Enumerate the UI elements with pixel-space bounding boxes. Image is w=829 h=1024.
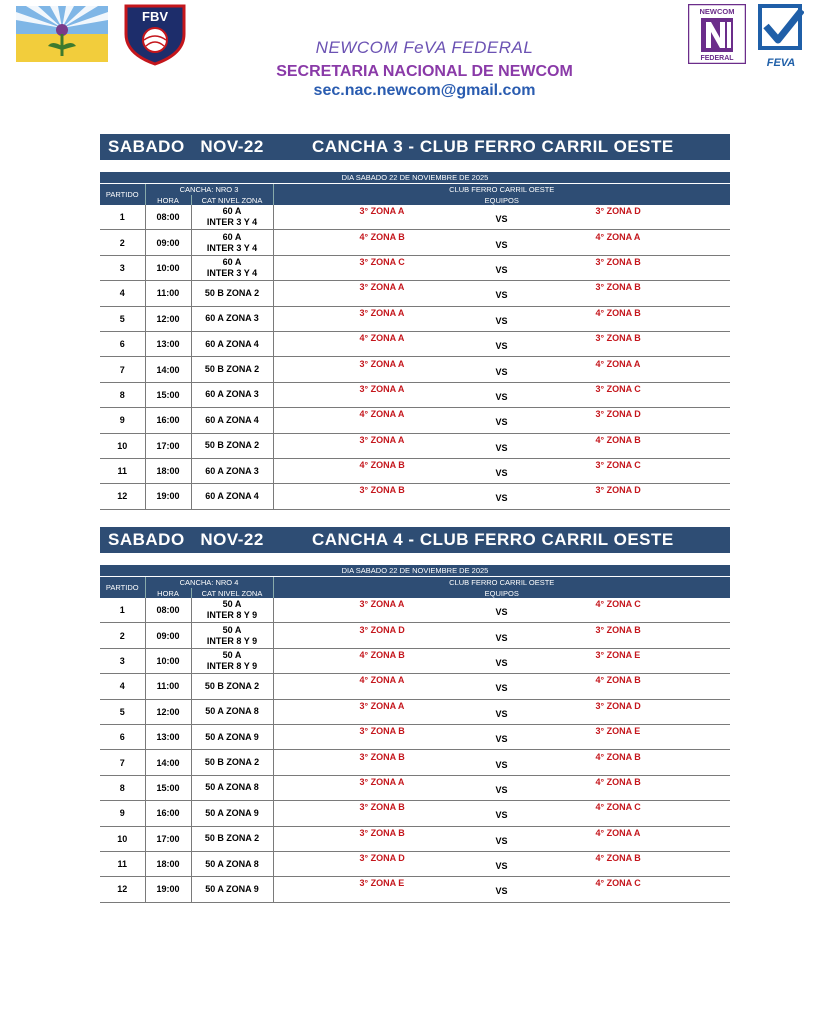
team-away: 4° ZONA A xyxy=(595,231,641,242)
vs-label: VS xyxy=(495,442,508,453)
match-category xyxy=(191,877,273,902)
match-number: 4 xyxy=(100,281,145,306)
header-title: NEWCOM FeVA FEDERAL xyxy=(315,38,534,57)
match-category xyxy=(191,623,273,648)
col-header-equipos: EQUIPOS xyxy=(273,195,730,205)
cat-line-1: 50 A ZONA 8 xyxy=(205,858,259,869)
team-away: 3° ZONA E xyxy=(595,726,641,737)
team-home: 4° ZONA B xyxy=(359,231,405,242)
schedule-section-cancha-3 xyxy=(100,134,730,504)
team-home: 4° ZONA A xyxy=(359,409,405,420)
team-home: 4° ZONA B xyxy=(359,460,405,471)
match-time: 09:00 xyxy=(145,230,191,255)
team-away: 4° ZONA B xyxy=(595,853,641,864)
table-row xyxy=(100,331,730,356)
cat-line-1: 50 A ZONA 9 xyxy=(205,807,259,818)
match-teams xyxy=(273,331,730,356)
cat-line-2: INTER 3 Y 4 xyxy=(206,217,258,228)
team-away: 3° ZONA B xyxy=(595,256,641,267)
match-teams xyxy=(273,674,730,699)
match-time: 17:00 xyxy=(145,433,191,458)
team-away: 3° ZONA B xyxy=(595,333,641,344)
table-row xyxy=(100,851,730,876)
match-number: 12 xyxy=(100,877,145,902)
match-time: 18:00 xyxy=(145,851,191,876)
section-banner xyxy=(100,134,730,160)
team-home: 4° ZONA A xyxy=(359,333,405,344)
table-row xyxy=(100,357,730,382)
table-row xyxy=(100,801,730,826)
team-away: 4° ZONA B xyxy=(595,434,641,445)
vs-label: VS xyxy=(495,264,508,275)
team-away: 3° ZONA C xyxy=(595,383,641,394)
banner-court: CANCHA 4 - CLUB FERRO CARRIL OESTE xyxy=(312,530,674,549)
team-home: 4° ZONA A xyxy=(359,675,405,686)
vs-label: VS xyxy=(495,657,508,668)
match-number: 8 xyxy=(100,382,145,407)
match-time: 08:00 xyxy=(145,598,191,623)
match-teams xyxy=(273,382,730,407)
cat-line-1: 50 A xyxy=(222,649,242,660)
team-away: 4° ZONA B xyxy=(595,307,641,318)
banner-date: SABADO NOV-22 xyxy=(108,137,264,156)
match-teams xyxy=(273,408,730,433)
cat-line-1: 60 A ZONA 3 xyxy=(205,389,259,400)
feva-logo xyxy=(758,2,804,70)
team-away: 4° ZONA B xyxy=(595,751,641,762)
match-teams xyxy=(273,458,730,483)
vs-label: VS xyxy=(495,784,508,795)
cat-line-1: 60 A ZONA 4 xyxy=(205,490,259,501)
cat-line-2: INTER 8 Y 9 xyxy=(206,660,258,671)
cat-line-1: 60 A ZONA 4 xyxy=(205,338,259,349)
match-teams xyxy=(273,281,730,306)
col-header-equipos: EQUIPOS xyxy=(273,588,730,598)
team-away: 3° ZONA D xyxy=(595,485,641,496)
match-time: 11:00 xyxy=(145,674,191,699)
cat-line-2: INTER 8 Y 9 xyxy=(206,635,258,646)
team-home: 3° ZONA A xyxy=(359,700,405,711)
banner-date: SABADO NOV-22 xyxy=(108,530,264,549)
match-teams xyxy=(273,826,730,851)
match-category xyxy=(191,331,273,356)
table-row xyxy=(100,877,730,902)
match-category xyxy=(191,408,273,433)
vs-label: VS xyxy=(495,734,508,745)
vs-label: VS xyxy=(495,493,508,504)
table-row xyxy=(100,775,730,800)
schedule-section-cancha-4 xyxy=(100,527,730,897)
col-header-cancha: CANCHA: NRO 3 xyxy=(145,184,273,196)
match-number: 10 xyxy=(100,433,145,458)
match-category xyxy=(191,458,273,483)
table-row xyxy=(100,750,730,775)
col-header-hora: HORA xyxy=(145,195,191,205)
match-time: 13:00 xyxy=(145,724,191,749)
team-away: 4° ZONA B xyxy=(595,776,641,787)
cat-line-1: 50 B ZONA 2 xyxy=(204,364,260,375)
match-teams xyxy=(273,801,730,826)
col-header-hora: HORA xyxy=(145,588,191,598)
team-away: 4° ZONA B xyxy=(595,675,641,686)
team-home: 3° ZONA B xyxy=(359,802,405,813)
match-category xyxy=(191,306,273,331)
team-away: 4° ZONA A xyxy=(595,358,641,369)
match-category xyxy=(191,281,273,306)
match-number: 2 xyxy=(100,230,145,255)
match-category xyxy=(191,433,273,458)
team-away: 4° ZONA C xyxy=(595,802,641,813)
col-header-cat: CAT NIVEL ZONA xyxy=(191,588,273,598)
cat-line-1: 60 A xyxy=(222,206,242,217)
match-time: 14:00 xyxy=(145,357,191,382)
match-number: 1 xyxy=(100,598,145,623)
match-number: 11 xyxy=(100,851,145,876)
col-header-club: CLUB FERRO CARRIL OESTE xyxy=(273,577,730,589)
newcom-logo-top-text: NEWCOM xyxy=(699,7,735,16)
team-away: 3° ZONA B xyxy=(595,282,641,293)
team-home: 3° ZONA D xyxy=(359,853,405,864)
table-row xyxy=(100,433,730,458)
team-home: 3° ZONA B xyxy=(359,726,405,737)
match-category xyxy=(191,357,273,382)
cat-line-1: 50 A ZONA 8 xyxy=(205,782,259,793)
team-home: 3° ZONA A xyxy=(359,282,405,293)
vs-label: VS xyxy=(495,391,508,402)
match-number: 7 xyxy=(100,750,145,775)
match-category xyxy=(191,801,273,826)
vs-label: VS xyxy=(495,835,508,846)
match-teams xyxy=(273,648,730,673)
col-header-club: CLUB FERRO CARRIL OESTE xyxy=(273,184,730,196)
vs-label: VS xyxy=(495,290,508,301)
match-teams xyxy=(273,357,730,382)
team-away: 4° ZONA C xyxy=(595,878,641,889)
cat-line-1: 50 B ZONA 2 xyxy=(204,287,260,298)
team-home: 3° ZONA B xyxy=(359,751,405,762)
table-row xyxy=(100,484,730,509)
team-home: 4° ZONA B xyxy=(359,649,405,660)
match-teams xyxy=(273,433,730,458)
cat-line-1: 60 A ZONA 3 xyxy=(205,313,259,324)
match-category xyxy=(191,230,273,255)
vs-label: VS xyxy=(495,708,508,719)
team-home: 3° ZONA A xyxy=(359,599,405,610)
table-date-row: DIA SABADO 22 DE NOVIEMBRE DE 2025 xyxy=(100,172,730,184)
match-time: 16:00 xyxy=(145,801,191,826)
match-time: 10:00 xyxy=(145,255,191,280)
match-category xyxy=(191,775,273,800)
banner-court: CANCHA 3 - CLUB FERRO CARRIL OESTE xyxy=(312,137,674,156)
match-teams xyxy=(273,306,730,331)
match-teams xyxy=(273,699,730,724)
match-number: 4 xyxy=(100,674,145,699)
team-home: 3° ZONA C xyxy=(359,256,405,267)
newcom-logo-bottom-text: FEDERAL xyxy=(700,55,734,62)
match-number: 2 xyxy=(100,623,145,648)
match-teams xyxy=(273,255,730,280)
cat-line-1: 50 A xyxy=(222,624,242,635)
team-away: 3° ZONA D xyxy=(595,206,641,217)
table-row xyxy=(100,699,730,724)
team-away: 3° ZONA D xyxy=(595,409,641,420)
match-time: 18:00 xyxy=(145,458,191,483)
match-time: 16:00 xyxy=(145,408,191,433)
col-header-partido: PARTIDO xyxy=(100,577,145,599)
cat-line-1: 50 A xyxy=(222,599,242,610)
table-row xyxy=(100,408,730,433)
match-number: 6 xyxy=(100,331,145,356)
team-home: 3° ZONA E xyxy=(359,878,405,889)
match-teams xyxy=(273,205,730,230)
col-header-cancha: CANCHA: NRO 4 xyxy=(145,577,273,589)
vs-label: VS xyxy=(495,632,508,643)
match-category xyxy=(191,724,273,749)
table-row xyxy=(100,826,730,851)
match-teams xyxy=(273,775,730,800)
match-category xyxy=(191,382,273,407)
vs-label: VS xyxy=(495,366,508,377)
vs-label: VS xyxy=(495,759,508,770)
match-teams xyxy=(273,724,730,749)
schedule-table xyxy=(100,565,730,903)
table-row xyxy=(100,458,730,483)
match-teams xyxy=(273,877,730,902)
team-away: 3° ZONA E xyxy=(595,649,641,660)
table-row xyxy=(100,724,730,749)
match-time: 19:00 xyxy=(145,484,191,509)
table-row xyxy=(100,623,730,648)
team-home: 3° ZONA D xyxy=(359,624,405,635)
cat-line-1: 50 B ZONA 2 xyxy=(204,680,260,691)
table-row xyxy=(100,598,730,623)
match-time: 12:00 xyxy=(145,306,191,331)
header-subtitle: SECRETARIA NACIONAL DE NEWCOM xyxy=(276,63,573,80)
vs-label: VS xyxy=(495,468,508,479)
match-category xyxy=(191,205,273,230)
match-number: 5 xyxy=(100,306,145,331)
cat-line-1: 50 A ZONA 9 xyxy=(205,731,259,742)
match-time: 15:00 xyxy=(145,775,191,800)
table-row xyxy=(100,281,730,306)
match-category xyxy=(191,826,273,851)
cat-line-2: INTER 3 Y 4 xyxy=(206,242,258,253)
match-time: 17:00 xyxy=(145,826,191,851)
match-teams xyxy=(273,750,730,775)
match-number: 9 xyxy=(100,801,145,826)
match-number: 5 xyxy=(100,699,145,724)
cat-line-1: 50 A ZONA 8 xyxy=(205,706,259,717)
cat-line-2: INTER 3 Y 4 xyxy=(206,267,258,278)
team-away: 4° ZONA A xyxy=(595,827,641,838)
match-number: 10 xyxy=(100,826,145,851)
cat-line-1: 50 B ZONA 2 xyxy=(204,833,260,844)
match-time: 11:00 xyxy=(145,281,191,306)
vs-label: VS xyxy=(495,607,508,618)
match-teams xyxy=(273,230,730,255)
match-category xyxy=(191,255,273,280)
cat-line-1: 60 A xyxy=(222,256,242,267)
match-time: 19:00 xyxy=(145,877,191,902)
match-number: 9 xyxy=(100,408,145,433)
team-home: 3° ZONA B xyxy=(359,827,405,838)
team-away: 3° ZONA D xyxy=(595,700,641,711)
table-row xyxy=(100,648,730,673)
table-row xyxy=(100,306,730,331)
table-row xyxy=(100,205,730,230)
cat-line-1: 60 A ZONA 4 xyxy=(205,414,259,425)
match-number: 3 xyxy=(100,255,145,280)
team-away: 3° ZONA B xyxy=(595,624,641,635)
match-teams xyxy=(273,484,730,509)
match-category xyxy=(191,648,273,673)
team-home: 3° ZONA A xyxy=(359,206,405,217)
col-header-cat: CAT NIVEL ZONA xyxy=(191,195,273,205)
table-row xyxy=(100,255,730,280)
match-number: 8 xyxy=(100,775,145,800)
match-time: 08:00 xyxy=(145,205,191,230)
match-teams xyxy=(273,851,730,876)
table-row xyxy=(100,230,730,255)
vs-label: VS xyxy=(495,683,508,694)
vs-label: VS xyxy=(495,214,508,225)
match-category xyxy=(191,674,273,699)
table-row xyxy=(100,674,730,699)
schedule-table xyxy=(100,172,730,510)
cat-line-1: 60 A xyxy=(222,231,242,242)
match-time: 14:00 xyxy=(145,750,191,775)
header-email: sec.nac.newcom@gmail.com xyxy=(313,82,536,99)
fbv-logo-text: FBV xyxy=(142,9,168,24)
team-home: 3° ZONA A xyxy=(359,383,405,394)
match-time: 10:00 xyxy=(145,648,191,673)
match-number: 7 xyxy=(100,357,145,382)
vs-label: VS xyxy=(495,810,508,821)
match-number: 12 xyxy=(100,484,145,509)
vs-label: VS xyxy=(495,417,508,428)
match-category xyxy=(191,484,273,509)
table-row xyxy=(100,382,730,407)
section-banner xyxy=(100,527,730,553)
match-time: 12:00 xyxy=(145,699,191,724)
match-time: 15:00 xyxy=(145,382,191,407)
match-number: 6 xyxy=(100,724,145,749)
match-category xyxy=(191,750,273,775)
team-home: 3° ZONA A xyxy=(359,434,405,445)
team-home: 3° ZONA A xyxy=(359,307,405,318)
col-header-partido: PARTIDO xyxy=(100,184,145,206)
team-away: 4° ZONA C xyxy=(595,599,641,610)
match-category xyxy=(191,851,273,876)
match-number: 3 xyxy=(100,648,145,673)
table-date-row: DIA SABADO 22 DE NOVIEMBRE DE 2025 xyxy=(100,565,730,577)
match-time: 13:00 xyxy=(145,331,191,356)
vs-label: VS xyxy=(495,341,508,352)
vs-label: VS xyxy=(495,861,508,872)
match-category xyxy=(191,598,273,623)
vs-label: VS xyxy=(495,886,508,897)
match-category xyxy=(191,699,273,724)
vs-label: VS xyxy=(495,315,508,326)
team-home: 3° ZONA B xyxy=(359,485,405,496)
cat-line-1: 50 B ZONA 2 xyxy=(204,757,260,768)
vs-label: VS xyxy=(495,239,508,250)
cat-line-1: 50 B ZONA 2 xyxy=(204,440,260,451)
cat-line-1: 50 A ZONA 9 xyxy=(205,883,259,894)
match-number: 11 xyxy=(100,458,145,483)
team-home: 3° ZONA A xyxy=(359,776,405,787)
match-teams xyxy=(273,623,730,648)
team-home: 3° ZONA A xyxy=(359,358,405,369)
team-away: 3° ZONA C xyxy=(595,460,641,471)
cat-line-1: 60 A ZONA 3 xyxy=(205,465,259,476)
match-number: 1 xyxy=(100,205,145,230)
match-teams xyxy=(273,598,730,623)
match-time: 09:00 xyxy=(145,623,191,648)
cat-line-2: INTER 8 Y 9 xyxy=(206,610,258,621)
feva-logo-text: FEVA xyxy=(766,57,796,69)
